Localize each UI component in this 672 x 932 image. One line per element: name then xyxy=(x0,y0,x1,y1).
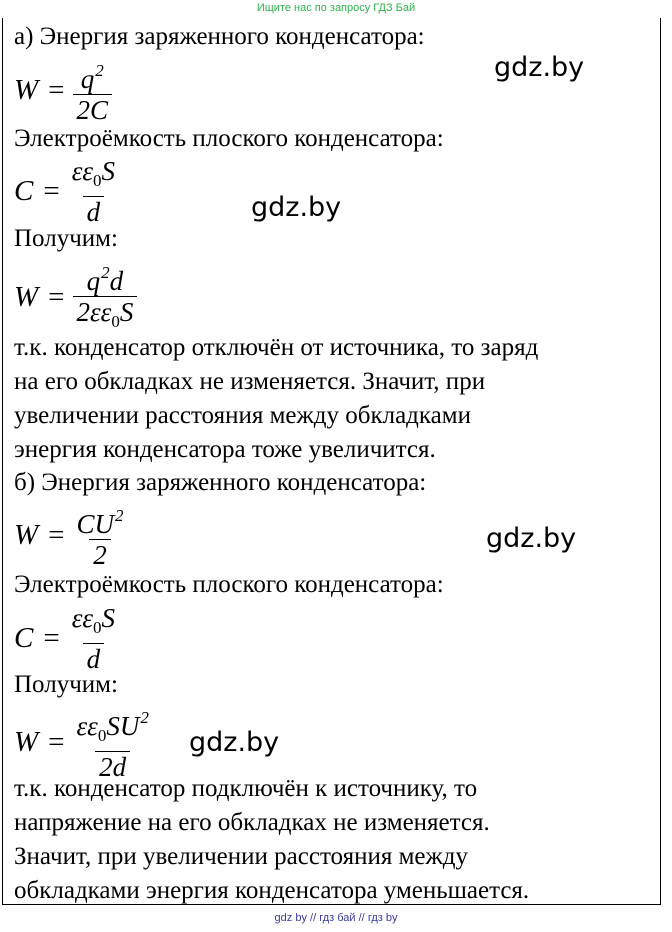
conclusion-a-line-2: на его обкладках не изменяется. Значит, при xyxy=(14,368,486,395)
watermark-2: gdz.by xyxy=(251,192,342,223)
equals-sign: = xyxy=(48,519,65,551)
conclusion-b-line-2: напряжение на его обкладках не изменяется. xyxy=(14,809,490,836)
denominator: $2\varepsilon\varepsilon_0S$ xyxy=(73,296,138,337)
conclusion-a-line-3: увеличении расстояния между обкладками xyxy=(14,402,471,429)
footer-link-2[interactable]: гдз бай xyxy=(319,912,356,924)
numerator: $\varepsilon\varepsilon_0S$ xyxy=(71,156,115,190)
result-label-b: Получим: xyxy=(14,671,118,698)
formula-lhs: W xyxy=(14,281,39,313)
capacitance-title-a: Электроёмкость плоского конденсатора: xyxy=(14,125,444,152)
formula-energy-voltage xyxy=(14,501,128,570)
numerator: $\varepsilon\varepsilon_0SU^2$ xyxy=(76,708,149,745)
solution-panel xyxy=(2,18,661,905)
conclusion-a-line-4: энергия конденсатора тоже увеличится. xyxy=(14,436,436,463)
formula-capacitance-a xyxy=(14,156,119,227)
formula-lhs: C xyxy=(14,622,34,654)
footer-link-3[interactable]: гдз by xyxy=(367,912,398,924)
equals-sign: = xyxy=(48,726,65,758)
fraction xyxy=(68,156,119,227)
numerator: $CU^2$ xyxy=(76,506,124,539)
capacitance-title-b: Электроёмкость плоского конденсатора: xyxy=(14,571,444,598)
part-a-intro: а) Энергия заряженного конденсатора: xyxy=(14,23,425,50)
footer-link-1[interactable]: gdz by xyxy=(274,912,307,924)
conclusion-b-line-1: т.к. конденсатор подключён к источнику, то xyxy=(14,775,478,802)
fraction xyxy=(73,258,138,337)
formula-energy-result-b xyxy=(14,703,153,782)
equals-sign: = xyxy=(48,74,65,106)
formula-capacitance-b xyxy=(14,603,119,674)
search-banner[interactable]: Ищите нас по запросу ГДЗ Бай xyxy=(256,2,416,14)
fraction xyxy=(73,501,128,570)
watermark-1: gdz.by xyxy=(494,52,585,83)
watermark-3: gdz.by xyxy=(486,523,577,554)
conclusion-b-line-4: обкладками энергия конденсатора уменьшается. xyxy=(14,877,530,904)
result-label-a: Получим: xyxy=(14,225,118,252)
conclusion-b-line-3: Значит, при увеличении расстояния между xyxy=(14,843,468,870)
formula-lhs: W xyxy=(14,74,39,106)
footer-separator: // xyxy=(310,912,317,924)
formula-lhs: C xyxy=(14,175,34,207)
fraction xyxy=(73,703,153,782)
fraction xyxy=(73,56,113,125)
denominator: 2d xyxy=(95,751,130,782)
conclusion-a-line-1: т.к. конденсатор отключён от источника, то заряд xyxy=(14,334,539,361)
denominator: 2C xyxy=(73,94,113,125)
numerator: $q^2d$ xyxy=(86,263,124,296)
numerator: $q^2$ xyxy=(80,61,104,94)
denominator: d xyxy=(83,196,105,227)
formula-lhs: W xyxy=(14,726,39,758)
numerator: $\varepsilon\varepsilon_0S$ xyxy=(71,603,115,637)
equals-sign: = xyxy=(43,175,60,207)
formula-lhs: W xyxy=(14,519,39,551)
footer-links xyxy=(0,912,672,924)
denominator: 2 xyxy=(89,539,111,570)
watermark-4: gdz.by xyxy=(189,727,280,758)
equals-sign: = xyxy=(48,281,65,313)
formula-energy-result-a xyxy=(14,258,137,337)
formula-energy-charge xyxy=(14,56,112,125)
footer-separator: // xyxy=(358,912,365,924)
equals-sign: = xyxy=(43,622,60,654)
part-b-intro: б) Энергия заряженного конденсатора: xyxy=(14,469,427,496)
fraction xyxy=(68,603,119,674)
denominator: d xyxy=(83,643,105,674)
